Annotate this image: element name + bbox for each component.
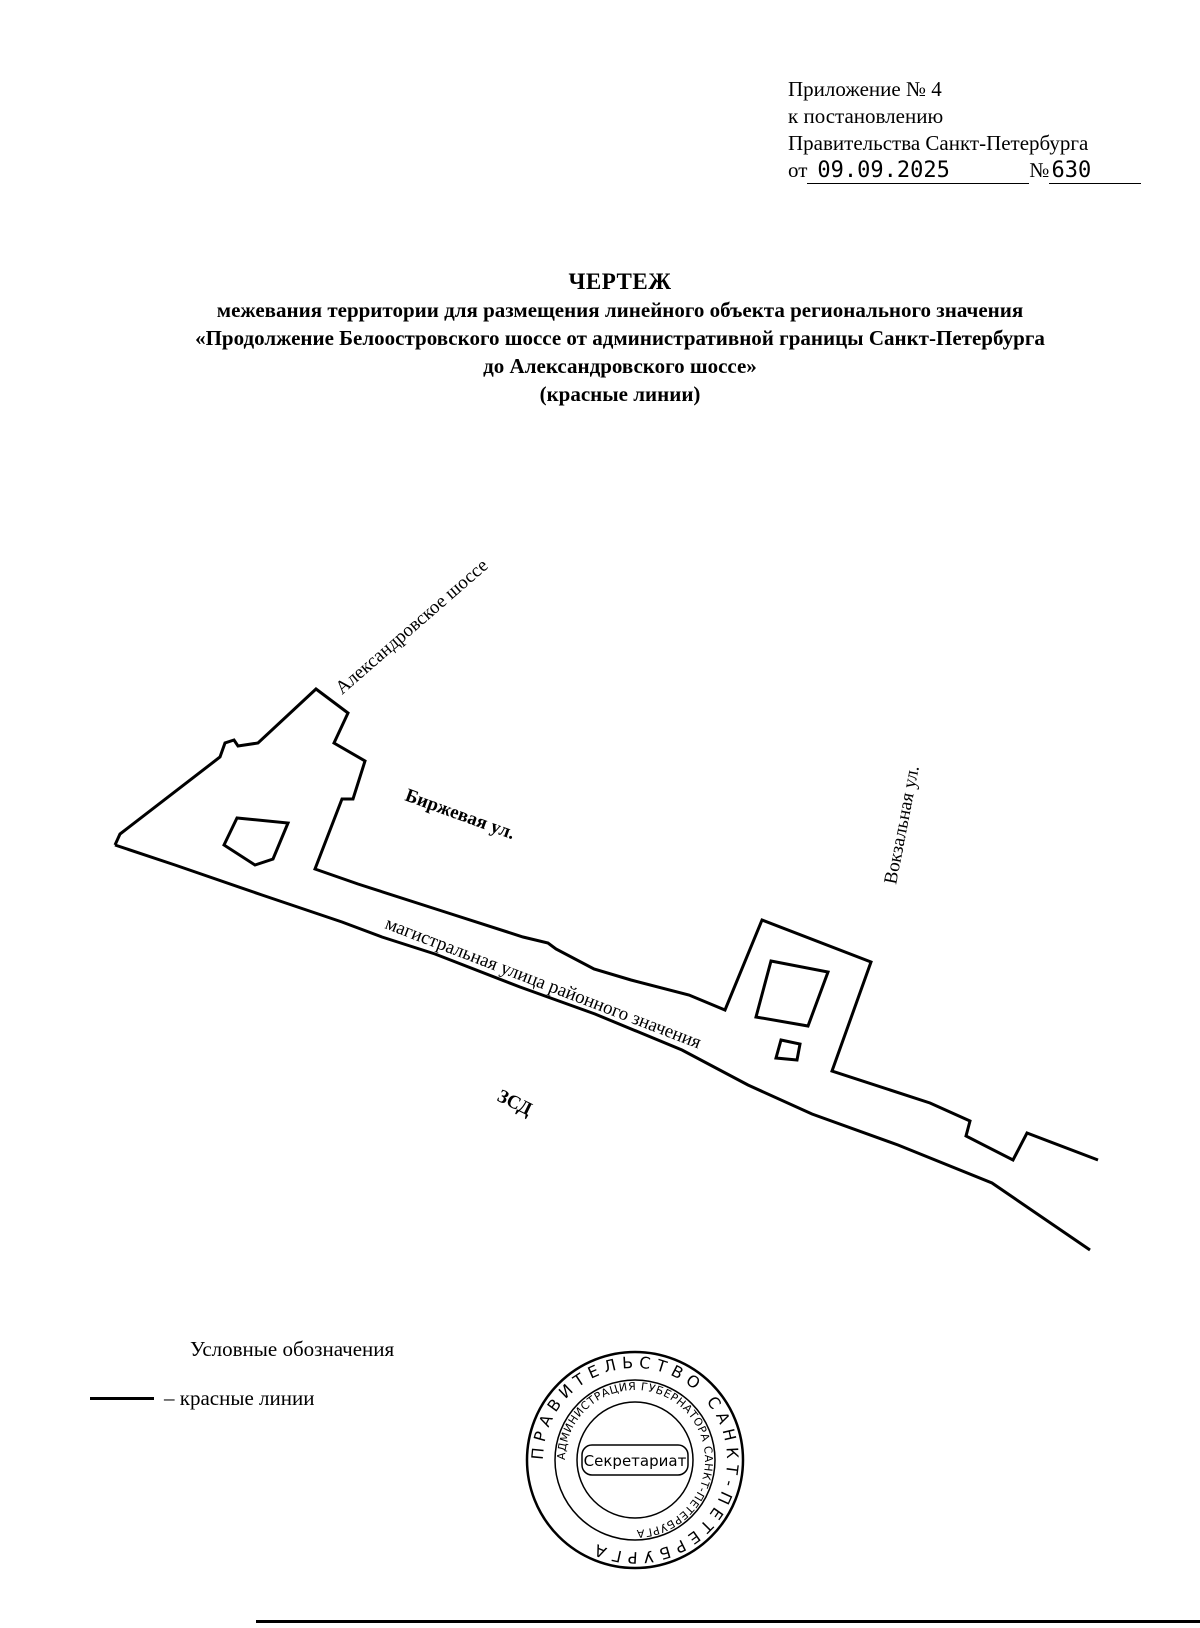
- official-seal: [520, 1345, 750, 1575]
- title-main: ЧЕРТЕЖ: [568, 269, 672, 294]
- bottom-rule: [256, 1620, 1200, 1623]
- decree-number: 630: [1049, 159, 1141, 184]
- label-arterial-street: магистральная улица районного значения: [382, 913, 705, 1054]
- label-vokzalnaya-ul: Вокзальная ул.: [880, 763, 924, 886]
- legend-red-lines-label: – красные линии: [164, 1386, 315, 1410]
- label-birzhevaya-ul: Биржевая ул.: [402, 784, 518, 845]
- red-line-north: [115, 689, 1098, 1160]
- red-line-south: [115, 845, 1090, 1250]
- seal-center: Секретариат: [583, 1452, 687, 1470]
- legend-red-lines: [90, 1386, 314, 1411]
- title-line-4: (красные линии): [539, 382, 701, 406]
- appendix-decree: к постановлению: [788, 104, 944, 128]
- seal-outer-ring: ПРАВИТЕЛЬСТВО САНКТ-ПЕТЕРБУРГА: [527, 1352, 743, 1568]
- parcel-east-large: [756, 961, 828, 1026]
- parcel-west: [224, 818, 288, 865]
- title-line-2: «Продолжение Белоостровского шоссе от административной границы Санкт-Петербурга: [195, 326, 1045, 350]
- date-prefix: от: [788, 158, 808, 182]
- decree-date: 09.09.2025: [807, 159, 1029, 184]
- seal-inner-ring: АДМИНИСТРАЦИЯ ГУБЕРНАТОРА САНКТ-ПЕТЕРБУРГА: [554, 1379, 716, 1541]
- appendix-government: Правительства Санкт-Петербурга: [788, 131, 1089, 155]
- label-aleksandrovskoe-shosse: Александровское шоссе: [331, 555, 493, 699]
- number-prefix: №: [1029, 158, 1050, 182]
- legend-title: Условные обозначения: [190, 1337, 395, 1361]
- title-line-1: межевания территории для размещения линейного объекта регионального значения: [216, 298, 1024, 322]
- legend-line-sample: [90, 1397, 154, 1400]
- title-line-3: до Александровского шоссе»: [483, 354, 757, 378]
- parcel-east-small: [776, 1040, 800, 1060]
- label-zsd: ЗСД: [493, 1085, 536, 1121]
- appendix-number: Приложение № 4: [788, 77, 942, 101]
